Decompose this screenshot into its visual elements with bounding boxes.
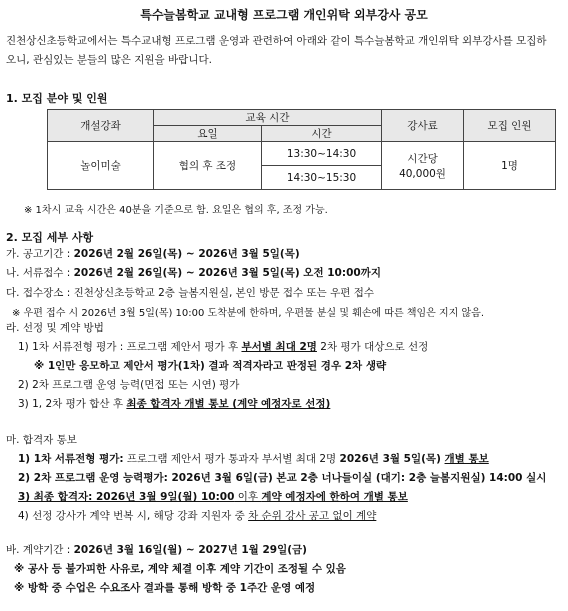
ba-label: 바. 계약기간 : [6, 544, 74, 556]
item-ma-2: 2) 2차 프로그램 운영 능력평가: 2026년 3월 6일(금) 본교 2층 너나들이실 (대기: 2층 늘봄지원실) 14:00 실시 [18, 472, 547, 484]
item-ma-1 [18, 451, 489, 466]
item-ga [6, 246, 300, 261]
item-da-note: ※ 우편 접수 시 2026년 3월 5일(목) 10:00 도착분에 한하며, 우편물 분실 및 훼손에 따른 책임은 지지 않음. [12, 308, 485, 319]
ma4-u: 차 순위 강사 공고 없이 계약 [248, 510, 377, 522]
cell-course: 놀이미술 [48, 142, 154, 190]
ra3-pre: 3) 1, 2차 평가 합산 후 [18, 398, 127, 410]
th-recruit: 모집 인원 [464, 110, 556, 142]
ma1-bold: 1) 1차 서류전형 평가: [18, 453, 124, 465]
ma1-end: 개별 통보 [444, 453, 489, 465]
ma1-mid: 프로그램 제안서 평가 통과자 부서별 최대 2명 [123, 453, 340, 465]
ma3-a: 3) 최종 합격자: 2026년 3월 9일(월) 10:00 [18, 491, 235, 503]
th-course: 개설강좌 [48, 110, 154, 142]
ma1-date: 2026년 3월 5일(목) [339, 453, 445, 465]
intro-line-1: 진천상신초등학교에서는 특수교내형 프로그램 운영과 관련하여 아래와 같이 특수늘봄학교 개인위탁 외부강사를 모집하 [6, 35, 547, 47]
item-da: 다. 접수장소 : 진천상신초등학교 2층 늘봄지원실, 본인 방문 접수 또는 우편 접수 [6, 287, 375, 299]
na-label: 나. 서류접수 : [6, 267, 74, 279]
fee-line-2: 40,000원 [399, 167, 446, 180]
cell-recruit: 1명 [464, 142, 556, 190]
ga-value: 2026년 2월 26일(목) ~ 2026년 3월 5일(목) [73, 248, 300, 260]
section2-heading: 2. 모집 세부 사항 [6, 231, 94, 244]
ra1-post: 2차 평가 대상으로 선정 [316, 341, 429, 353]
th-time: 시간 [262, 126, 382, 142]
recruitment-table [47, 109, 556, 190]
item-na [6, 265, 381, 280]
cell-time-1: 13:30~14:30 [262, 142, 382, 166]
ma4-pre: 4) 선정 강사가 계약 번복 시, 해당 강좌 지원자 중 [18, 510, 249, 522]
item-ma-4 [18, 508, 376, 523]
ma3-b: 이후 [234, 491, 262, 503]
ra3-bold: 최종 합격자 개별 통보 (계약 예정자로 선정) [126, 398, 331, 410]
th-day: 요일 [154, 126, 262, 142]
fee-line-1: 시간당 [407, 152, 438, 165]
item-ma-3 [18, 489, 408, 504]
th-fee: 강사료 [382, 110, 464, 142]
cell-time-2: 14:30~15:30 [262, 166, 382, 190]
item-ba [6, 542, 307, 557]
ra1-bold: 부서별 최대 2명 [241, 341, 317, 353]
intro-line-2: 오니, 관심있는 분들의 많은 지원을 바랍니다. [6, 54, 212, 66]
item-ra-1-note: ※ 1인만 응모하고 제안서 평가(1차) 결과 적격자라고 판정된 경우 2차 생략 [34, 360, 387, 372]
ra1-pre: 1) 1차 서류전형 평가 : 프로그램 제안서 평가 후 [18, 341, 242, 353]
item-ma: 마. 합격자 통보 [6, 434, 77, 446]
item-ra-2: 2) 2차 프로그램 운영 능력(면접 또는 시연) 평가 [18, 379, 240, 391]
ma3-c: 계약 예정자에 한하여 개별 통보 [261, 491, 408, 503]
item-ba-note-2: ※ 방학 중 수업은 수요조사 결과를 통해 방학 중 1주간 운영 예정 [14, 582, 316, 594]
th-edu-time: 교육 시간 [154, 110, 382, 126]
na-value: 2026년 2월 26일(목) ~ 2026년 3월 5일(목) 오전 10:00까지 [73, 267, 381, 279]
ga-label: 가. 공고기간 : [6, 248, 74, 260]
item-ba-note-1: ※ 공사 등 불가피한 사유로, 계약 체결 이후 계약 기간이 조정될 수 있음 [14, 563, 346, 575]
item-ra-3 [18, 396, 330, 411]
cell-day: 협의 후 조정 [154, 142, 262, 190]
item-ra-1 [18, 339, 428, 354]
ba-value: 2026년 3월 16일(월) ~ 2027년 1월 29일(금) [73, 544, 307, 556]
cell-fee [382, 142, 464, 190]
document-title: 특수늘봄학교 교내형 프로그램 개인위탁 외부강사 공모 [140, 8, 428, 22]
section1-heading: 1. 모집 분야 및 인원 [6, 92, 108, 105]
item-ra: 라. 선정 및 계약 방법 [6, 322, 104, 334]
section1-note: ※ 1차시 교육 시간은 40분을 기준으로 함. 요일은 협의 후, 조정 가능. [24, 205, 328, 216]
